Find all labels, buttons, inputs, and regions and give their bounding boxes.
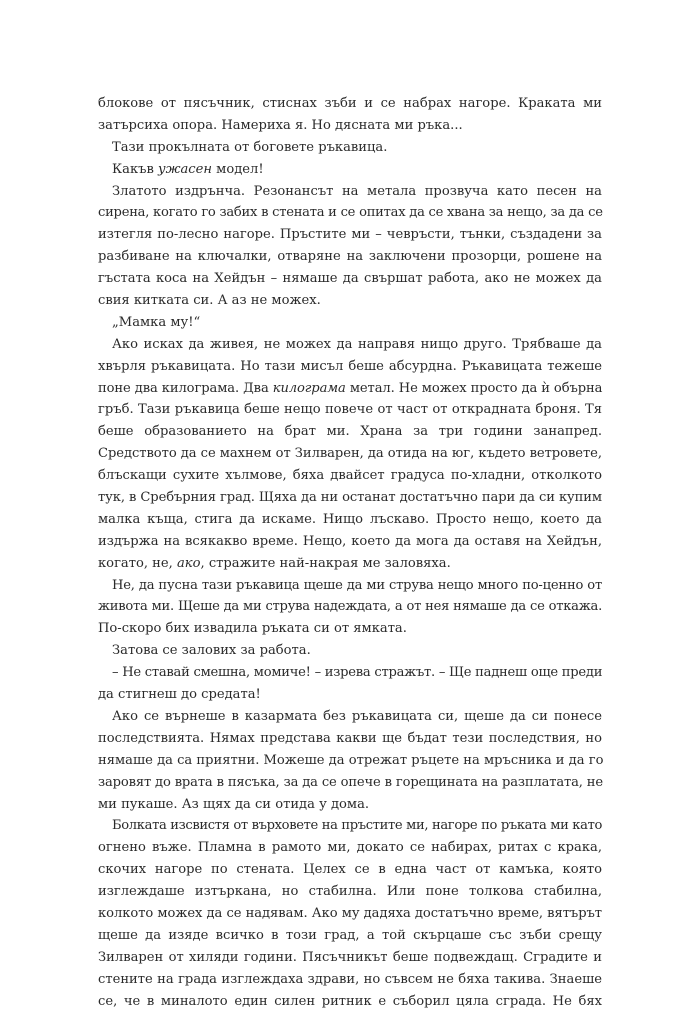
line-text: Зилварен от хиляди години. Пясъчникът беше подвеждащ. Сградите и bbox=[98, 949, 602, 965]
text-line bbox=[98, 969, 602, 991]
line-text: изтегля по-лесно нагоре. Пръстите ми – чевръсти, тънки, създадени за bbox=[98, 227, 602, 243]
line-text: гъстата коса на Хейдън – нямаше да свършат работа, ако не можех да bbox=[98, 271, 602, 287]
line-text: когато, не, bbox=[98, 555, 177, 571]
line-text: огнено въже. Пламна в рамото ми, докато се набирах, ритах с крака, bbox=[98, 840, 602, 856]
line-text: разбиване на ключалки, отваряне на заключени прозорци, рошене на bbox=[98, 249, 602, 265]
text-line bbox=[98, 312, 602, 334]
text-line bbox=[98, 618, 602, 640]
line-text: щеше да изяде всичко в този град, а той скърцаше със зъби срещу bbox=[98, 927, 602, 943]
line-text: заровят до врата в пясъка, за да се опече в горещината на разплатата, не bbox=[98, 774, 603, 790]
text-line bbox=[98, 947, 602, 969]
text-line bbox=[98, 246, 602, 268]
text-line bbox=[98, 881, 602, 903]
emphasis-text: ужасен bbox=[158, 161, 212, 177]
line-text: блокове от пясъчник, стиснах зъби и се набрах нагоре. Краката ми bbox=[98, 96, 602, 111]
body-text bbox=[98, 93, 602, 1012]
text-line bbox=[98, 640, 602, 662]
line-text: хвърля ръкавицата. Но тази мисъл беше абсурдна. Ръкавицата тежеше bbox=[98, 358, 602, 374]
text-line bbox=[98, 925, 602, 947]
line-text: Затова се залових за работа. bbox=[112, 643, 311, 659]
text-line bbox=[98, 684, 602, 706]
text-line bbox=[98, 334, 602, 356]
text-line bbox=[98, 356, 602, 378]
emphasis-text: ако bbox=[177, 555, 201, 571]
text-line bbox=[98, 859, 602, 881]
text-line bbox=[98, 181, 602, 203]
text-line bbox=[98, 115, 602, 137]
text-line bbox=[98, 903, 602, 925]
text-line bbox=[98, 815, 602, 837]
line-text: „Мамка му!“ bbox=[112, 314, 201, 330]
line-text: се, че в миналото един силен ритник е съборил цяла сграда. Не бях bbox=[98, 993, 602, 1009]
text-line bbox=[98, 137, 602, 159]
line-text: Какъв bbox=[112, 161, 158, 177]
text-line bbox=[98, 202, 602, 224]
line-text: гръб. Тази ръкавица беше нещо повече от част от откраднатa броня. Тя bbox=[98, 402, 602, 418]
text-line bbox=[98, 728, 602, 750]
line-text: Ако се върнеше в казармата без ръкавицата си, щеше да си понесе bbox=[112, 708, 602, 724]
line-text: нямаше да са приятни. Можеше да отрежат ръцете на мръсника и да го bbox=[98, 752, 604, 768]
text-line bbox=[98, 487, 602, 509]
line-text: Златото издрънча. Резонансът на метала прозвуча като песен на bbox=[112, 183, 602, 199]
text-line bbox=[98, 553, 602, 575]
line-text: издържа на всякакво време. Нещо, което да мога да оставя на Хейдън, bbox=[98, 533, 602, 549]
line-text: малка къща, стига да искаме. Нищо лъскаво. Просто нещо, което да bbox=[98, 511, 602, 527]
line-text: изглеждаше изтъркана, но стабилна. Или поне толкова стабилна, bbox=[98, 884, 602, 900]
line-text: По-скоро бих извадила ръката си от ямката. bbox=[98, 621, 407, 637]
text-line bbox=[98, 93, 602, 115]
text-line bbox=[98, 465, 602, 487]
text-line bbox=[98, 706, 602, 728]
text-line bbox=[98, 290, 602, 312]
line-text: модел! bbox=[212, 161, 264, 177]
text-line bbox=[98, 991, 602, 1012]
text-line bbox=[98, 837, 602, 859]
line-text: Болката изсвистя от върховете на пръстите ми, нагоре по ръката ми като bbox=[112, 818, 603, 834]
text-line bbox=[98, 443, 602, 465]
line-text: свия китката си. А аз не можех. bbox=[98, 293, 321, 309]
text-line bbox=[98, 399, 602, 421]
line-text: Не, да пусна тази ръкавица щеше да ми струва нещо много по-ценно от bbox=[112, 577, 602, 593]
text-line bbox=[98, 268, 602, 290]
line-text: метал. Не можех просто да ѝ обърна bbox=[345, 380, 603, 396]
line-text: – Не ставай смешна, момиче! – изрева стражът. – Ще паднеш още преди bbox=[112, 665, 603, 681]
line-text: Средството да се махнем от Зилварен, да отида на юг, където ветровете, bbox=[98, 446, 602, 462]
text-line bbox=[98, 224, 602, 246]
text-line bbox=[98, 772, 602, 794]
line-text: беше образованието на брат ми. Храна за три години занапред. bbox=[98, 424, 602, 440]
line-text: , стражите най-накрая ме заловяха. bbox=[200, 555, 451, 571]
line-text: блъскащи сухите хълмове, бяха двайсет градуса по-хладни, отколкото bbox=[98, 468, 602, 484]
line-text: стените на града изглеждаха здрави, но съвсем не бяха такива. Знаеше bbox=[98, 971, 602, 987]
line-text: затърсиха опора. Намериха я. Но дясната ми ръка... bbox=[98, 117, 463, 133]
line-text: тук, в Сребърния град. Щяха да ни останат достатъчно пари да си купим bbox=[98, 490, 602, 506]
line-text: ми пукаше. Аз щях да си отида у дома. bbox=[98, 796, 370, 812]
emphasis-text: килограма bbox=[272, 380, 346, 396]
text-line bbox=[98, 531, 602, 553]
text-line bbox=[98, 662, 602, 684]
text-line bbox=[98, 794, 602, 816]
line-text: последствията. Нямах представа какви ще бъдат тези последствия, но bbox=[98, 730, 602, 746]
line-text: да стигнеш до средата! bbox=[98, 687, 261, 703]
line-text: поне два килограма. Два bbox=[98, 380, 273, 396]
line-text: живота ми. Щеше да ми струва надеждата, а от нея нямаше да се откажа. bbox=[98, 599, 602, 615]
line-text: Тази прокълната от боговете ръкавица. bbox=[112, 139, 388, 155]
text-line bbox=[98, 750, 602, 772]
text-line bbox=[98, 159, 602, 181]
text-line bbox=[98, 575, 602, 597]
text-line bbox=[98, 378, 602, 400]
line-text: Ако исках да живея, не можех да направя нищо друго. Трябваше да bbox=[112, 336, 602, 352]
line-text: сирена, когато го забих в стената и се опитах да се хвана за нещо, за да се bbox=[98, 205, 603, 221]
text-line bbox=[98, 509, 602, 531]
text-line bbox=[98, 421, 602, 443]
text-line bbox=[98, 596, 602, 618]
line-text: скочих нагоре по стената. Целех се в една част от камъка, която bbox=[98, 862, 602, 878]
line-text: колкото можех да се надявам. Ако му дадяха достатъчно време, вятърът bbox=[98, 905, 602, 921]
